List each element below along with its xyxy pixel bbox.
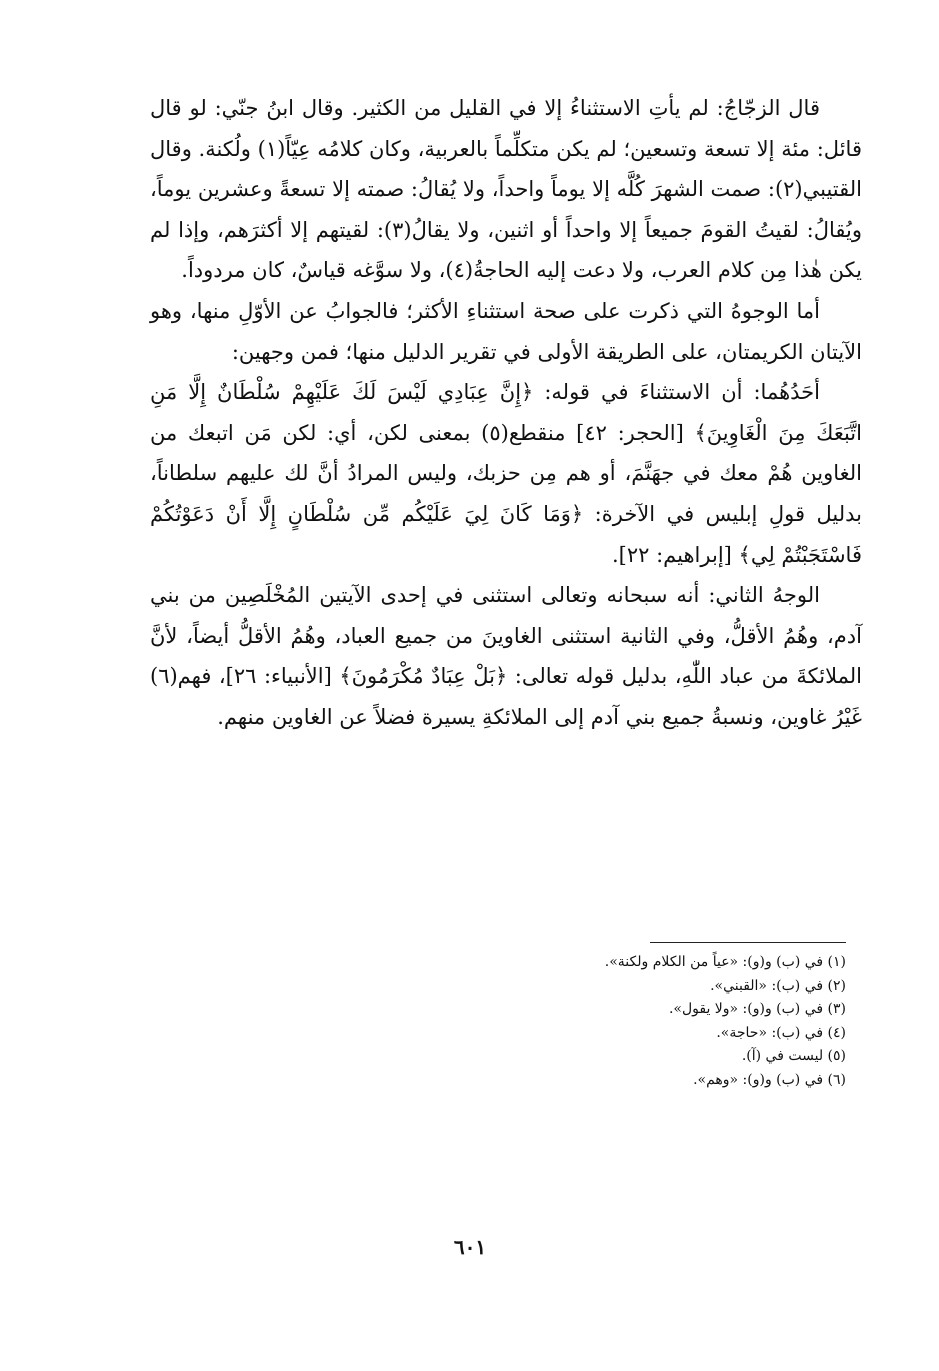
paragraph-4: الوجهُ الثاني: أنه سبحانه وتعالى استثنى في إحدى الآيتين المُخْلَصِين من بني آدم، وهُمُ الأقلُّ، وفي الثانية استثنى الغاوينَ من جميع العباد، وهُمُ الأقلُّ أيضاً، لأنَّ الملائكةَ من عباد اللّٰهِ، بدليل قوله تعالى: ﴿بَلْ عِبَادٌ مُكْرَمُونَ﴾ [الأنبياء: ٢٦]، فهم(٦) غَيْرُ غاوين، ونسبةُ جميع بني آدم إلى الملائكةِ يسيرة فضلاً عن الغاوين منهم. <box>150 583 862 729</box>
page-number: ٦٠١ <box>453 1235 487 1259</box>
footnote-1: (١) في (ب) و(و): «عياً من الكلام ولكنة». <box>604 954 846 970</box>
paragraph-3: أحَدُهُما: أن الاستثناءَ في قوله: ﴿إِنَّ عِبَادِي لَيْسَ لَكَ عَلَيْهِمْ سُلْطَانٌ إِلَّا مَنِ اتَّبَعَكَ مِنَ الْغَاوِينَ﴾ [الحجر: ٤٢] منقطع(٥) بمعنى لكن، أي: لكن مَن اتبعك من الغاوين هُمْ معك في جهَنَّمَ، أو هم مِن حزبك، وليس المرادُ أنَّ لك عليهم سلطاناً، بدليل قولِ إبليس في الآخرة: ﴿وَمَا كَانَ لِيَ عَلَيْكُم مِّن سُلْطَانٍ إِلَّا أَنْ دَعَوْتُكُمْ فَاسْتَجَبْتُمْ لِي﴾ [إبراهيم: ٢٢]. <box>150 380 862 567</box>
footnote-6: (٦) في (ب) و(و): «وهم». <box>693 1071 846 1088</box>
main-text <box>150 88 862 738</box>
footnote-2: (٢) في (ب): «القبني». <box>710 977 846 994</box>
footnotes <box>300 951 846 1093</box>
footnote-4: (٤) في (ب): «حاجة». <box>716 1024 846 1041</box>
footnote-5: (٥) ليست في (آ). <box>741 1048 846 1065</box>
footnote-3: (٣) في (ب) و(و): «ولا يقول». <box>668 1001 846 1018</box>
paragraph-2: أما الوجوهُ التي ذكرت على صحة استثناءِ الأكثر؛ فالجوابُ عن الأوّلِ منها، وهو الآيتان الكريمتان، على الطريقة الأولى في تقرير الدليل منها؛ فمن وجهين: <box>150 298 862 364</box>
paragraph-1: قال الزجّاجُ: لم يأتِ الاستثناءُ إلا في القليل من الكثير. وقال ابنُ جنّي: لو قال قائل: مئة إلا تسعة وتسعين؛ لم يكن متكلِّماً بالعربية، وكان كلامُه عِيّاً(١) ولُكنة. وقال القتيبي(٢): صمت الشهرَ كُلَّه إلا يوماً واحداً، ولا يُقالُ: صمته إلا تسعةً وعشرين يوماً، ويُقالُ: لقيتُ القومَ جميعاً إلا واحداً أو اثنين، ولا يقالُ(٣): لقيتهم إلا أكثرَهم، وإذا لم يكن هٰذا مِن كلام العرب، ولا دعت إليه الحاجةُ(٤)، ولا سوَّغه قياسٌ، كان مردوداً. <box>150 96 862 283</box>
footnote-separator <box>650 942 846 943</box>
